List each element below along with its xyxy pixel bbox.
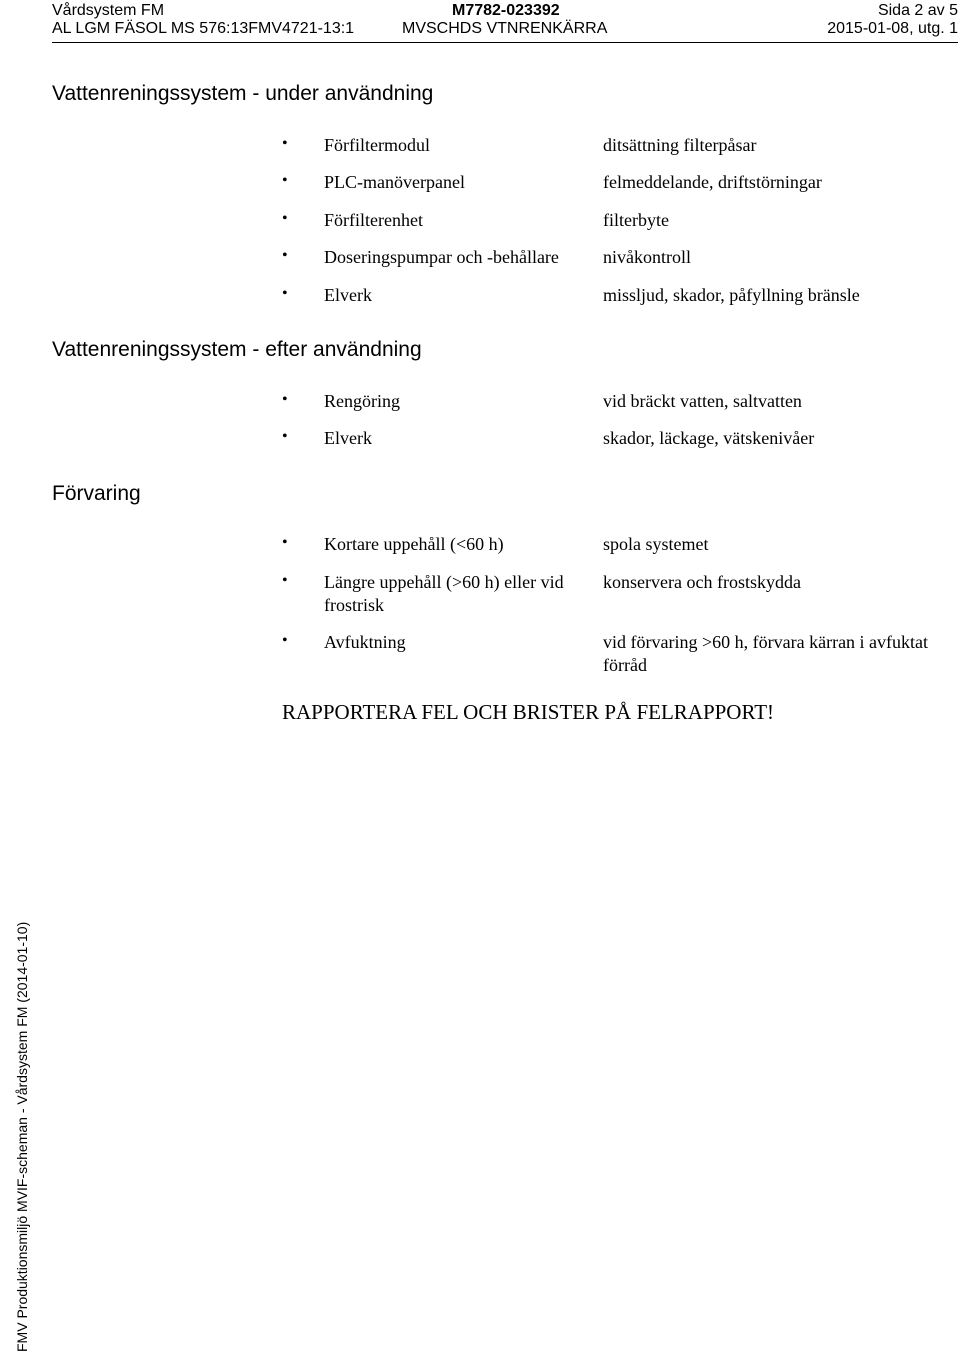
bullet-icon: • <box>282 428 288 445</box>
item-label: PLC-manöverpanel <box>324 172 465 192</box>
section-title: Vattenreningssystem - under användning <box>52 82 434 105</box>
report-notice: RAPPORTERA FEL OCH BRISTER PÅ FELRAPPORT! <box>282 700 775 724</box>
item-action: felmeddelande, driftstörningar <box>603 172 822 192</box>
header-subject: AL LGM FÄSOL MS 576:13FMV4721-13:1 <box>52 20 355 37</box>
side-production-note: FMV Produktionsmiljö MVIF-scheman - Vårdsystem FM (2014-01-10) <box>14 921 30 1352</box>
item-label: Förfilterenhet <box>324 210 423 230</box>
item-action: vid förvaring >60 h, förvara kärran i avfuktat förråd <box>603 632 929 675</box>
header-page: Sida 2 av 5 <box>877 2 958 19</box>
item-label: Längre uppehåll (>60 h) eller vid frostrisk <box>324 572 564 615</box>
item-label: Rengöring <box>324 391 400 411</box>
section-title: Vattenreningssystem - efter användning <box>52 338 422 361</box>
bullet-icon: • <box>282 391 288 408</box>
item-action: spola systemet <box>603 534 709 554</box>
bullet-icon: • <box>282 247 288 264</box>
header-date: 2015-01-08, utg. 1 <box>827 20 958 37</box>
bullet-icon: • <box>282 210 288 227</box>
item-label: Förfiltermodul <box>324 135 430 155</box>
item-action: filterbyte <box>603 210 669 230</box>
bullet-icon: • <box>282 632 288 649</box>
header-divider <box>52 42 958 43</box>
item-action: ditsättning filterpåsar <box>603 135 757 155</box>
item-action: skador, läckage, vätskenivåer <box>603 428 815 448</box>
header-system: Vårdsystem FM <box>52 2 165 19</box>
item-action: vid bräckt vatten, saltvatten <box>603 391 802 411</box>
header-schema: MVSCHDS VTNRENKÄRRA <box>402 20 608 37</box>
bullet-icon: • <box>282 534 288 551</box>
bullet-icon: • <box>282 172 288 189</box>
bullet-icon: • <box>282 285 288 302</box>
item-action: nivåkontroll <box>603 247 691 267</box>
item-label: Elverk <box>324 428 372 448</box>
header-doc-number: M7782-023392 <box>452 2 560 19</box>
section-title: Förvaring <box>52 482 141 505</box>
bullet-icon: • <box>282 572 288 589</box>
bullet-icon: • <box>282 135 288 152</box>
item-label: Elverk <box>324 285 372 305</box>
item-label: Avfuktning <box>324 632 406 652</box>
item-label: Kortare uppehåll (<60 h) <box>324 534 504 554</box>
item-action: missljud, skador, påfyllning bränsle <box>603 285 860 305</box>
item-action: konservera och frostskydda <box>603 572 801 592</box>
item-label: Doseringspumpar och -behållare <box>324 247 559 267</box>
